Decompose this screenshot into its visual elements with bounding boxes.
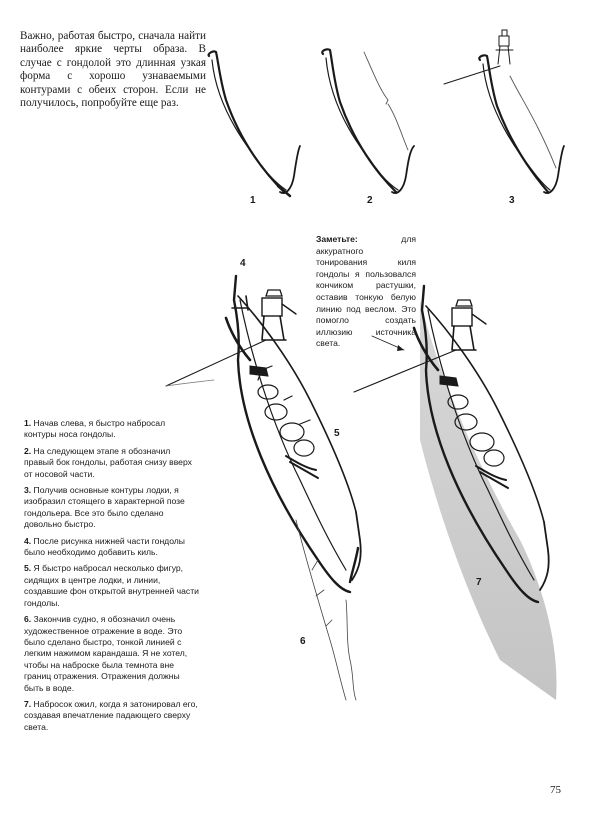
page-number: 75	[550, 784, 561, 796]
side-note-text: для аккуратного тонирования киля гондолы я пользовался кончиком растушки, оставив тонкую белую линию под веслом. Это помогло создать иллюзию источника света.	[316, 234, 416, 349]
side-note	[316, 234, 416, 350]
step-number: 7.	[24, 698, 32, 709]
figure-label-5: 5	[334, 428, 340, 439]
gondola-sketch-1	[209, 51, 300, 196]
step-number: 1.	[24, 418, 32, 428]
step-text: После рисунка нижней части гондолы было необходимо добавить киль.	[24, 535, 185, 558]
step-item-7	[24, 699, 200, 733]
figure-label-2: 2	[367, 195, 373, 206]
step-text: Закончив судно, я обозначил очень художественное отражение в воде. Это было сделано быстро, тонкой линией с легким нажимом карандаша. Я не хотел, чтобы на наброске была темнота вне границ отражения. Отражения должны быть в воде.	[24, 614, 188, 693]
step-text: Начав слева, я быстро набросал контуры носа гондолы.	[24, 418, 166, 440]
step-number: 5.	[24, 563, 32, 574]
gondola-sketch-3	[444, 30, 564, 193]
step-item-5	[24, 563, 200, 609]
step-number: 6.	[24, 614, 32, 625]
steps-list	[24, 418, 200, 738]
step-text: Набросок ожил, когда я затонировал его, создавая впечатление падающего сверху света.	[24, 698, 198, 732]
step-item-1	[24, 418, 200, 441]
gondola-sketch-2	[322, 49, 414, 193]
figure-label-3: 3	[509, 195, 515, 206]
step-number: 2.	[24, 445, 32, 456]
step-text: Я быстро набросал несколько фигур, сидящих в центре лодки, и линии, создавшие фон открытой внутренней части гондолы.	[24, 563, 199, 608]
figure-label-6: 6	[300, 636, 306, 647]
figure-label-4: 4	[240, 258, 246, 269]
step-text: На следующем этапе я обозначил правый бок гондолы, работая снизу вверх от носовой части.	[24, 445, 192, 479]
intro-paragraph: Важно, работая быстро, сначала найти наиболее яркие черты образа. В случае с гондолой это длинная узкая форма с хорошо узнаваемыми контурами с обеих сторон. Если не получилось, попробуйте еще раз.	[20, 30, 206, 110]
step-item-2	[24, 446, 200, 480]
step-text: Получив основные контуры лодки, я изобразил стоящего в характерной позе гондольера. Все это было сделано довольно быстро.	[24, 485, 185, 530]
step-item-3	[24, 485, 200, 531]
step-number: 4.	[24, 535, 32, 546]
figure-label-7: 7	[476, 577, 482, 588]
figure-label-1: 1	[250, 195, 256, 206]
step-item-6	[24, 614, 200, 694]
step-item-4	[24, 536, 200, 559]
step-number: 3.	[24, 485, 32, 496]
side-note-lead: Заметьте:	[316, 234, 358, 244]
